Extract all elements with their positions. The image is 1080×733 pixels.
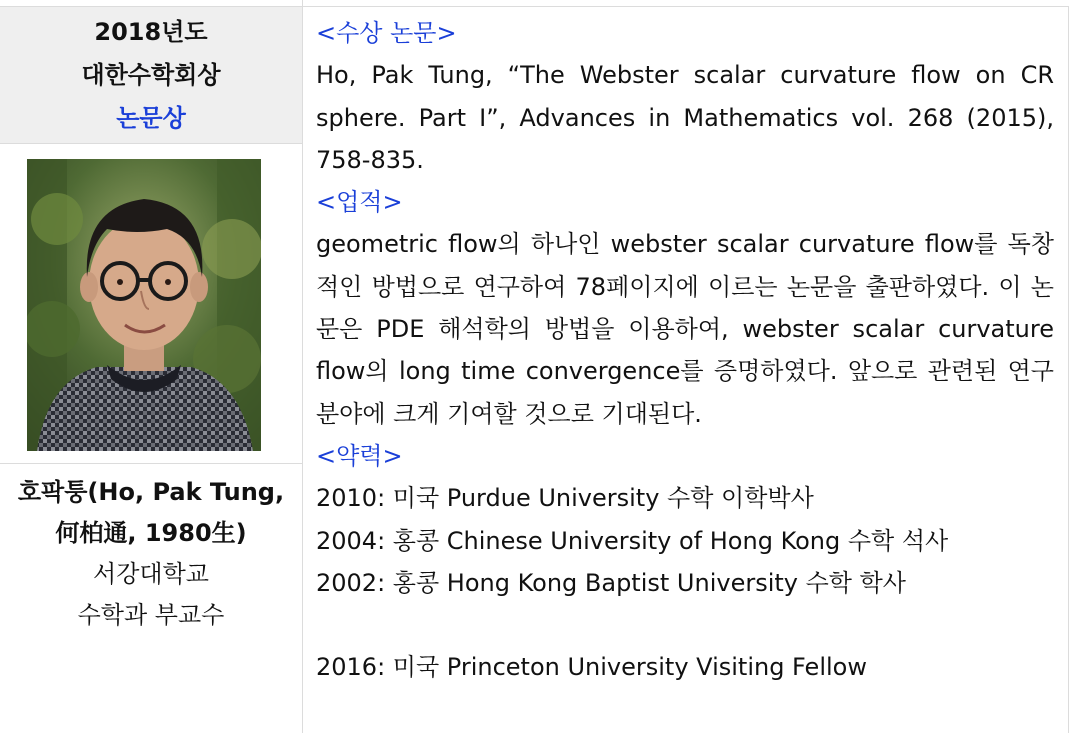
achievement-text: geometric flow의 하나인 webster scalar curvature flow를 독창적인 방법으로 연구하여 78페이지에 이르는 논문을 출판하였다. 이 논문은 PDE 해석학의 방법을 이용하여, webster scalar curvature flow의 long time convergence를 증명하였다. 앞으로 관련된 연구 분야에 크게 기여할 것으로 기대된다. [316,230,1054,428]
career-item: 2002: 홍콩 Hong Kong Baptist University 수학 학사 [316,568,906,597]
spacer [316,604,1054,646]
table-right-border [1068,6,1069,733]
award-year: 2018년도 [94,17,208,46]
award-prize: 논문상 [116,103,186,132]
achievement-heading: <업적> [316,188,403,217]
career-item: 2004: 홍콩 Chinese University of Hong Kong 수학 석사 [316,526,949,555]
person-position: 수학과 부교수 [77,601,225,629]
career-extra: 2016: 미국 Princeton University Visiting Fellow [316,653,867,682]
award-society: 대한수학회상 [81,60,221,89]
left-column [0,7,302,733]
person-name: 호팍퉁(Ho, Pak Tung, [17,478,285,506]
column-divider [302,0,303,733]
person-university: 서강대학교 [93,560,209,588]
career-heading: <약력> [316,441,403,470]
photo-cell [0,144,302,464]
career-item: 2010: 미국 Purdue University 수학 이학박사 [316,484,814,513]
right-column [316,12,1054,689]
person-info-cell [0,472,302,636]
person-name-hanja: 何柏通, 1980生) [55,519,247,547]
person-portrait-photo [27,159,261,451]
paper-heading: <수상 논문> [316,19,457,47]
award-title-cell [0,7,302,144]
paper-citation: Ho, Pak Tung, “The Webster scalar curvature flow on CR sphere. Part I”, Advances in Mathematics vol. 268 (2015), 758-835. [316,61,1054,174]
